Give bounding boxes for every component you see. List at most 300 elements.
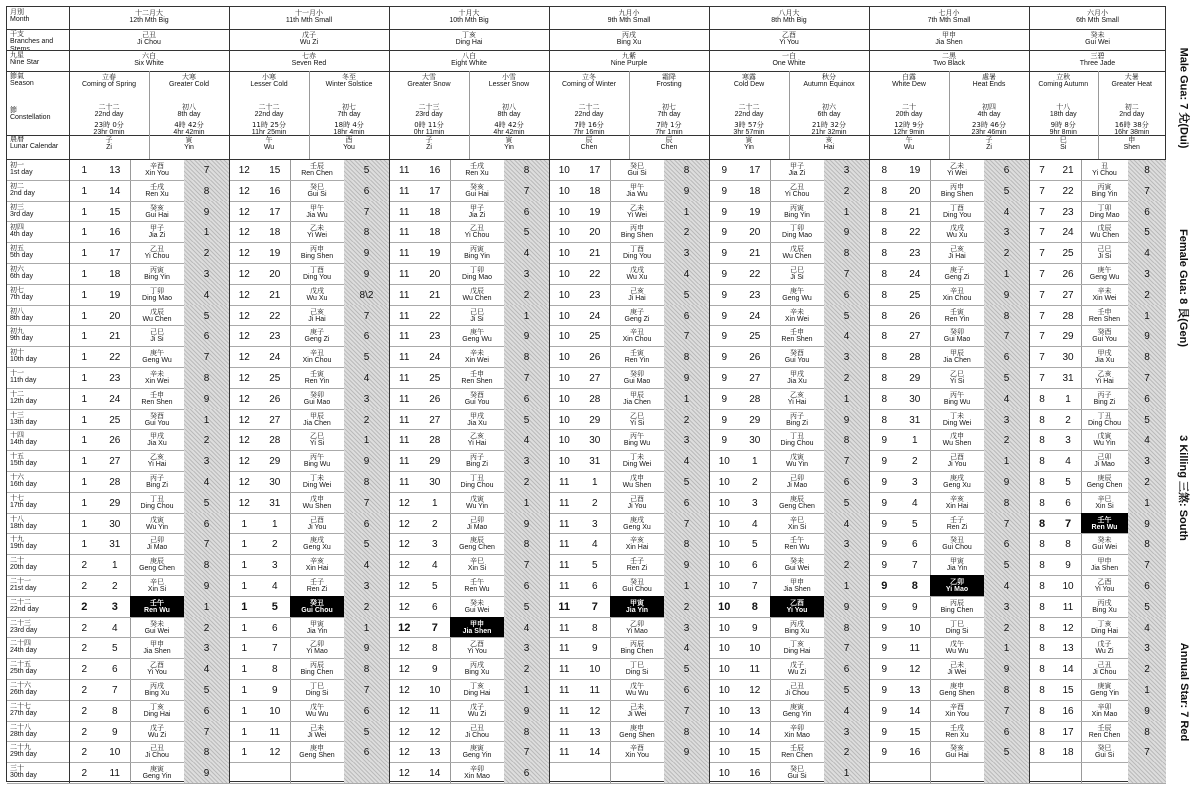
- gregorian-month: 8: [1039, 581, 1045, 592]
- gregorian-month: 11: [399, 435, 410, 447]
- gregorian-month: 9: [881, 518, 888, 530]
- flying-star: 7: [984, 700, 1029, 721]
- gregorian-day: [1055, 762, 1081, 783]
- branch-stem-zh: 丙戌: [790, 619, 804, 628]
- lunar-day-zh: 初十: [10, 348, 24, 357]
- flying-star: 3: [184, 637, 229, 658]
- gregorian-day: 8: [271, 664, 278, 676]
- branch-stem: [1081, 741, 1128, 762]
- gregorian-day: 9: [111, 726, 118, 738]
- branch-stem-en: Ji Chou: [145, 752, 169, 760]
- gregorian-month: 12: [238, 456, 250, 468]
- branch-stem-en: Xin Mao: [784, 731, 810, 739]
- branch-stem-zh: 癸酉: [470, 390, 484, 399]
- season-day-zh: 二十: [902, 103, 916, 111]
- gregorian-day: 19: [589, 206, 601, 218]
- grid-line: [69, 7, 70, 783]
- branch-stem-en: Yi Mao: [945, 586, 969, 593]
- flying-star: 5: [984, 180, 1029, 201]
- season-en: Winter Solstice: [325, 81, 373, 88]
- gregorian-day: 16: [429, 165, 441, 176]
- gregorian-month: 11: [559, 664, 570, 676]
- branch-stem: [130, 554, 184, 575]
- branch-stem-zh: 丁巳: [950, 619, 964, 628]
- branch-stem-zh: 丙戌: [150, 682, 164, 690]
- branch-stem-en: Ji Si: [1097, 253, 1112, 261]
- lunar-day-label: [7, 762, 69, 783]
- gregorian-day: [260, 762, 291, 783]
- branch-stem-en: Geng Shen: [619, 731, 655, 739]
- branch-stem-zh: 甲辰: [310, 411, 324, 420]
- branch-stem-zh: 乙酉: [790, 598, 804, 607]
- season-day-en: 7th day: [657, 111, 681, 118]
- branch-stem-zh: 乙卯: [630, 619, 644, 628]
- season-zh: 立春: [102, 73, 116, 81]
- branch-stem: [770, 637, 824, 658]
- lunar-day-en: 16th day: [10, 481, 37, 488]
- branch-stem: [450, 679, 504, 700]
- gregorian-month: 8: [1039, 560, 1045, 572]
- branch-stem: [290, 492, 344, 513]
- lunar-day-zh: 二十二: [10, 597, 31, 606]
- lunar-day-en: 11th day: [10, 377, 37, 384]
- gregorian-month: 10: [558, 331, 570, 343]
- season-time: [469, 121, 549, 135]
- gregorian-day: 9: [591, 643, 598, 655]
- gregorian-month: 11: [559, 685, 570, 696]
- constellation: [629, 136, 709, 158]
- gregorian-day: 21: [109, 331, 121, 343]
- branch-stem: [130, 450, 184, 471]
- gregorian-day: 20: [429, 269, 441, 280]
- branch-stem-zh: 辛丑: [630, 328, 644, 337]
- branch-stem: [770, 533, 824, 554]
- branch-stem: [450, 242, 504, 263]
- season-time-zh: 18時 4分: [334, 121, 364, 129]
- gregorian-month: 1: [81, 248, 88, 260]
- branch-stem-en: Ren Wu: [144, 606, 170, 614]
- gregorian-day: 6: [751, 560, 758, 572]
- gregorian-month: 11: [399, 185, 410, 197]
- branch-stem-zh: 乙亥: [1097, 370, 1112, 378]
- constellation: [549, 136, 629, 158]
- season-zh: 立冬: [582, 73, 596, 81]
- flying-star: 5: [344, 159, 389, 180]
- flying-star: 7: [824, 263, 869, 284]
- constellation: [309, 136, 389, 158]
- const-zh: 辰: [665, 136, 673, 144]
- flying-star: 7: [184, 346, 229, 367]
- gregorian-month: 7: [1039, 185, 1045, 197]
- season-en: Heat Ends: [972, 81, 1006, 88]
- gregorian-day: 17: [1062, 726, 1074, 738]
- branch-stem-en: Ding Si: [305, 690, 329, 697]
- gregorian-day: 16: [269, 185, 281, 197]
- gregorian-day: 10: [909, 622, 921, 634]
- gregorian-month: 9: [881, 601, 888, 613]
- flying-star: 1: [1128, 492, 1166, 513]
- gregorian-month: 12: [398, 601, 410, 613]
- season-time: [1029, 121, 1098, 135]
- grid-line: [389, 7, 390, 783]
- branch-stem: [1081, 658, 1128, 679]
- gregorian-month: 10: [718, 477, 730, 488]
- flying-star: 3: [984, 221, 1029, 242]
- branch-stem: [930, 263, 984, 284]
- flying-star: 1: [984, 450, 1029, 471]
- flying-star: 8: [824, 429, 869, 450]
- branch-stem: [1081, 471, 1128, 492]
- flying-star: 8: [504, 721, 549, 742]
- grid-line: [389, 783, 549, 784]
- gregorian-month: 1: [241, 685, 248, 696]
- branch-stem: [290, 450, 344, 471]
- flying-star: 5: [504, 221, 549, 242]
- gregorian-day: 27: [749, 373, 761, 384]
- branch-stem: [290, 284, 344, 305]
- gregorian-month: 8: [1039, 393, 1045, 405]
- grid-line: [7, 658, 69, 659]
- season-time-zh: 7時 1分: [656, 121, 682, 129]
- grid-line: [69, 50, 229, 51]
- gregorian-day: 6: [911, 539, 918, 551]
- branch-stem-zh: 乙亥: [790, 390, 804, 399]
- lunar-day-en: 29th day: [10, 751, 37, 759]
- flying-star: 6: [504, 201, 549, 222]
- branch-stem-en: Gui Chou: [622, 586, 652, 593]
- branch-stem-zh: 庚辰: [470, 536, 484, 545]
- branch-stem-en: Ding Si: [625, 669, 649, 677]
- branch-stem-zh: 戊午: [630, 682, 644, 690]
- season-day: [949, 103, 1029, 121]
- flying-star: 3: [1128, 450, 1166, 471]
- branch-stem-en: Ding Mao: [1089, 211, 1120, 219]
- gregorian-day: 10: [429, 685, 441, 696]
- gregorian-day: 14: [109, 185, 121, 197]
- season-day: [69, 103, 149, 121]
- lunar-day-label: [7, 513, 69, 534]
- branch-stem-zh: 癸卯: [950, 328, 964, 337]
- gregorian-month: 12: [238, 414, 250, 426]
- season-time: [229, 121, 309, 135]
- gregorian-day: 6: [431, 601, 438, 613]
- gregorian-month: 10: [718, 664, 730, 676]
- flying-star: 8: [504, 346, 549, 367]
- branch-stem: [1081, 242, 1128, 263]
- branch-stem-en: Geng Shen: [299, 752, 335, 760]
- season-term: [1029, 73, 1098, 103]
- season-day-en: 20th day: [895, 111, 923, 118]
- gregorian-month: 11: [559, 539, 570, 551]
- branch-stem-en: Geng Shen: [939, 690, 975, 697]
- grid-line: [7, 388, 69, 389]
- branch-stem-en: Ren Shen: [141, 398, 173, 406]
- grid-line: [709, 7, 710, 783]
- season-zh: 大寒: [182, 73, 196, 81]
- season-term: [69, 73, 149, 103]
- branch-stem: [290, 637, 344, 658]
- gregorian-month: 9: [881, 622, 888, 634]
- gregorian-day: 26: [109, 435, 121, 447]
- branch-stem: [450, 346, 504, 367]
- month-title: [1029, 9, 1166, 29]
- branch-stem-zh: 乙酉: [470, 640, 484, 649]
- gregorian-day: 13: [109, 165, 121, 176]
- gregorian-day: 20: [109, 310, 121, 322]
- gregorian-month: 12: [398, 621, 411, 634]
- season-time-en: 4hr 42min: [493, 129, 525, 135]
- grid-line: [7, 637, 69, 638]
- stems-en: Ji Chou: [137, 39, 161, 46]
- lunar-day-zh: 二十八: [10, 722, 31, 731]
- branch-stem: [1081, 450, 1128, 471]
- flying-star: 9: [664, 554, 709, 575]
- grid-line: [709, 29, 869, 30]
- lunar-day-label: [7, 617, 69, 638]
- gregorian-month: 9: [721, 352, 728, 364]
- branch-stem-zh: 丙午: [310, 453, 324, 462]
- season-time-en: 3hr 57min: [733, 129, 765, 135]
- branch-stem-zh: 丙辰: [950, 598, 964, 607]
- branch-stem-zh: 己未: [310, 723, 324, 732]
- season-day: [389, 103, 469, 121]
- gregorian-day: 25: [1062, 248, 1074, 260]
- gregorian-month: 9: [721, 331, 728, 343]
- branch-stem-zh: 乙丑: [150, 245, 164, 254]
- grid-line: [389, 29, 549, 30]
- branch-stem-zh: 戊子: [150, 723, 164, 732]
- gregorian-day: 16: [1062, 705, 1074, 717]
- star-en: Nine Purple: [610, 60, 648, 67]
- season-time-en: 23hr 46min: [971, 129, 1007, 135]
- branch-stem-en: Ji Hai: [308, 315, 326, 323]
- flying-star: 3: [504, 263, 549, 284]
- branch-stem-en: Geng Zi: [304, 336, 330, 344]
- month-star: [69, 52, 229, 71]
- constellation: [69, 136, 149, 158]
- branch-stem-zh: 己卯: [470, 515, 484, 524]
- branch-stem: [770, 263, 824, 284]
- grid-line: [229, 7, 230, 783]
- branch-stem-zh: 戊午: [950, 640, 964, 649]
- constellation: [149, 136, 229, 158]
- branch-stem-en: Ji Si: [790, 274, 804, 281]
- star-zh: 三碧: [1090, 52, 1105, 60]
- branch-stem-en: Yi Chou: [1092, 170, 1117, 177]
- lunar-day-zh: 十二: [10, 389, 24, 398]
- flying-star: 7: [824, 637, 869, 658]
- branch-stem-zh: 辛未: [790, 307, 804, 316]
- branch-stem: [290, 367, 344, 388]
- star-zh: 七赤: [302, 52, 316, 60]
- flying-star: 7: [504, 180, 549, 201]
- gregorian-day: [900, 762, 931, 783]
- branch-stem: [130, 201, 184, 222]
- row-label-zh: 干支: [10, 30, 24, 38]
- branch-stem: [770, 513, 824, 534]
- gregorian-month: 1: [81, 456, 88, 468]
- gregorian-month: 10: [558, 435, 570, 447]
- gregorian-day: 9: [1065, 560, 1071, 572]
- branch-stem-en: Gui Mao: [623, 378, 651, 385]
- branch-stem-en: Ji Mao: [146, 544, 168, 552]
- flying-star: 2: [664, 221, 709, 242]
- flying-star: 7: [344, 679, 389, 700]
- branch-stem: [130, 305, 184, 326]
- branch-stem: [130, 575, 184, 596]
- branch-stem: [130, 388, 184, 409]
- gregorian-month: [549, 762, 580, 783]
- branch-stem-zh: 乙酉: [1097, 578, 1112, 586]
- almanac-sheet: [6, 6, 1166, 782]
- flying-star: 9: [984, 471, 1029, 492]
- branch-stem-zh: 癸巳: [630, 162, 644, 170]
- gregorian-day: 1: [271, 518, 278, 530]
- gregorian-day: 2: [431, 518, 438, 530]
- branch-stem: [770, 242, 824, 263]
- gregorian-day: 7: [111, 685, 118, 696]
- branch-stem: [290, 388, 344, 409]
- month-stems: [869, 31, 1029, 50]
- branch-stem-zh: 庚寅: [1097, 682, 1112, 690]
- branch-stem-en: Bing Shen: [940, 190, 974, 198]
- branch-stem: [130, 700, 184, 721]
- branch-stem: [770, 575, 824, 596]
- branch-stem: [610, 263, 664, 284]
- grid-line: [1029, 783, 1166, 784]
- gregorian-day: 18: [589, 185, 601, 197]
- gregorian-month: [869, 762, 900, 783]
- season-day-zh: 二十三: [418, 103, 440, 111]
- gregorian-month: 1: [81, 331, 88, 343]
- gregorian-day: 26: [1062, 269, 1074, 280]
- season-day-zh: 二十二: [578, 103, 600, 111]
- gregorian-day: 21: [909, 206, 921, 218]
- branch-stem-zh: 甲子: [470, 203, 484, 212]
- grid-line: [549, 159, 709, 160]
- lunar-day-label: [7, 575, 69, 596]
- gregorian-month: 12: [398, 560, 410, 572]
- branch-stem-zh: 辛丑: [310, 349, 324, 358]
- branch-stem-zh: 丁丑: [790, 432, 804, 441]
- gregorian-month: 8: [1039, 601, 1045, 613]
- flying-star: 4: [504, 429, 549, 450]
- grid-line: [69, 159, 229, 160]
- branch-stem: [130, 180, 184, 201]
- flying-star: 3: [504, 637, 549, 658]
- branch-stem-zh: 乙巳: [630, 411, 644, 420]
- season-term: [629, 73, 709, 103]
- branch-stem-zh: 己巳: [470, 307, 484, 316]
- month-zh: 九月小: [618, 9, 640, 17]
- grid-line: [7, 325, 69, 326]
- grid-line: [69, 783, 229, 784]
- flying-star: 8: [984, 305, 1029, 326]
- branch-stem-en: Xin Wei: [465, 357, 489, 365]
- flying-star: 6: [664, 305, 709, 326]
- flying-star: 2: [504, 658, 549, 679]
- gregorian-month: 12: [238, 352, 250, 364]
- branch-stem-zh: 庚午: [150, 349, 164, 358]
- flying-star: 3: [344, 388, 389, 409]
- branch-stem-zh: 辛酉: [150, 162, 164, 170]
- gregorian-month: 9: [881, 705, 888, 717]
- branch-stem: [450, 221, 504, 242]
- branch-stem-en: Yi You: [147, 669, 167, 677]
- flying-star: 5: [184, 679, 229, 700]
- gregorian-month: 7: [1039, 373, 1045, 384]
- gregorian-day: 12: [1062, 622, 1074, 634]
- gregorian-day: 3: [271, 560, 278, 572]
- season-day-zh: 初七: [662, 103, 676, 111]
- gregorian-day: 10: [1062, 581, 1074, 592]
- branch-stem-en: Ren Zi: [626, 565, 648, 573]
- gregorian-month: 8: [1039, 435, 1045, 447]
- flying-star: 1: [184, 596, 229, 617]
- stems-zh: 甲申: [942, 31, 956, 39]
- branch-stem-en: Bing Chen: [300, 669, 334, 677]
- branch-stem: [1081, 201, 1128, 222]
- branch-stem-zh: 癸未: [470, 598, 484, 607]
- stems-zh: 丁亥: [462, 31, 476, 39]
- branch-stem-en: Ji Wei: [627, 710, 647, 718]
- flying-star: 9: [504, 700, 549, 721]
- flying-star: 2: [984, 242, 1029, 263]
- gregorian-month: 8: [1039, 622, 1045, 634]
- branch-stem-zh: 己卯: [790, 474, 804, 482]
- branch-stem: [930, 471, 984, 492]
- gregorian-day: 10: [589, 664, 601, 676]
- gregorian-day: 23: [909, 248, 921, 260]
- gregorian-day: 24: [749, 310, 761, 322]
- gregorian-day: 23: [589, 289, 601, 301]
- branch-stem: [610, 513, 664, 534]
- branch-stem-en: Bing Xu: [144, 690, 170, 697]
- gregorian-month: 12: [398, 497, 410, 509]
- branch-stem: [130, 367, 184, 388]
- branch-stem-zh: 壬辰: [310, 162, 324, 170]
- grid-line: [789, 71, 790, 159]
- branch-stem-en: Ding Mao: [782, 232, 812, 240]
- branch-stem: [610, 700, 664, 721]
- season-time: [1098, 121, 1167, 135]
- gregorian-day: 5: [111, 643, 118, 655]
- branch-stem-zh: 己丑: [150, 744, 164, 753]
- lunar-day-zh: 初一: [10, 161, 24, 169]
- branch-stem-en: Yi Si: [949, 378, 965, 385]
- gregorian-day: 2: [911, 456, 918, 468]
- gregorian-day: 29: [749, 414, 761, 426]
- branch-stem-en: Geng Wu: [142, 357, 172, 365]
- lunar-day-en: 9th day: [10, 335, 33, 343]
- gregorian-day: 17: [749, 165, 761, 176]
- season-day: [229, 103, 309, 121]
- flying-star: 2: [504, 284, 549, 305]
- branch-stem-en: Yi Mao: [306, 648, 328, 656]
- branch-stem: [610, 409, 664, 430]
- season-time-en: 12hr 9min: [893, 129, 925, 135]
- flying-star: 4: [984, 388, 1029, 409]
- gregorian-day: 13: [429, 747, 441, 759]
- grid-line: [229, 159, 389, 160]
- branch-stem-en: Ding Wei: [622, 461, 652, 469]
- month-star: [869, 52, 1029, 71]
- branch-stem: [770, 658, 824, 679]
- branch-stem-en: Gui Wei: [1092, 544, 1117, 552]
- branch-stem-en: Xin Mao: [464, 773, 490, 781]
- lunar-day-label: [7, 221, 69, 242]
- branch-stem-zh: 癸巳: [790, 765, 804, 774]
